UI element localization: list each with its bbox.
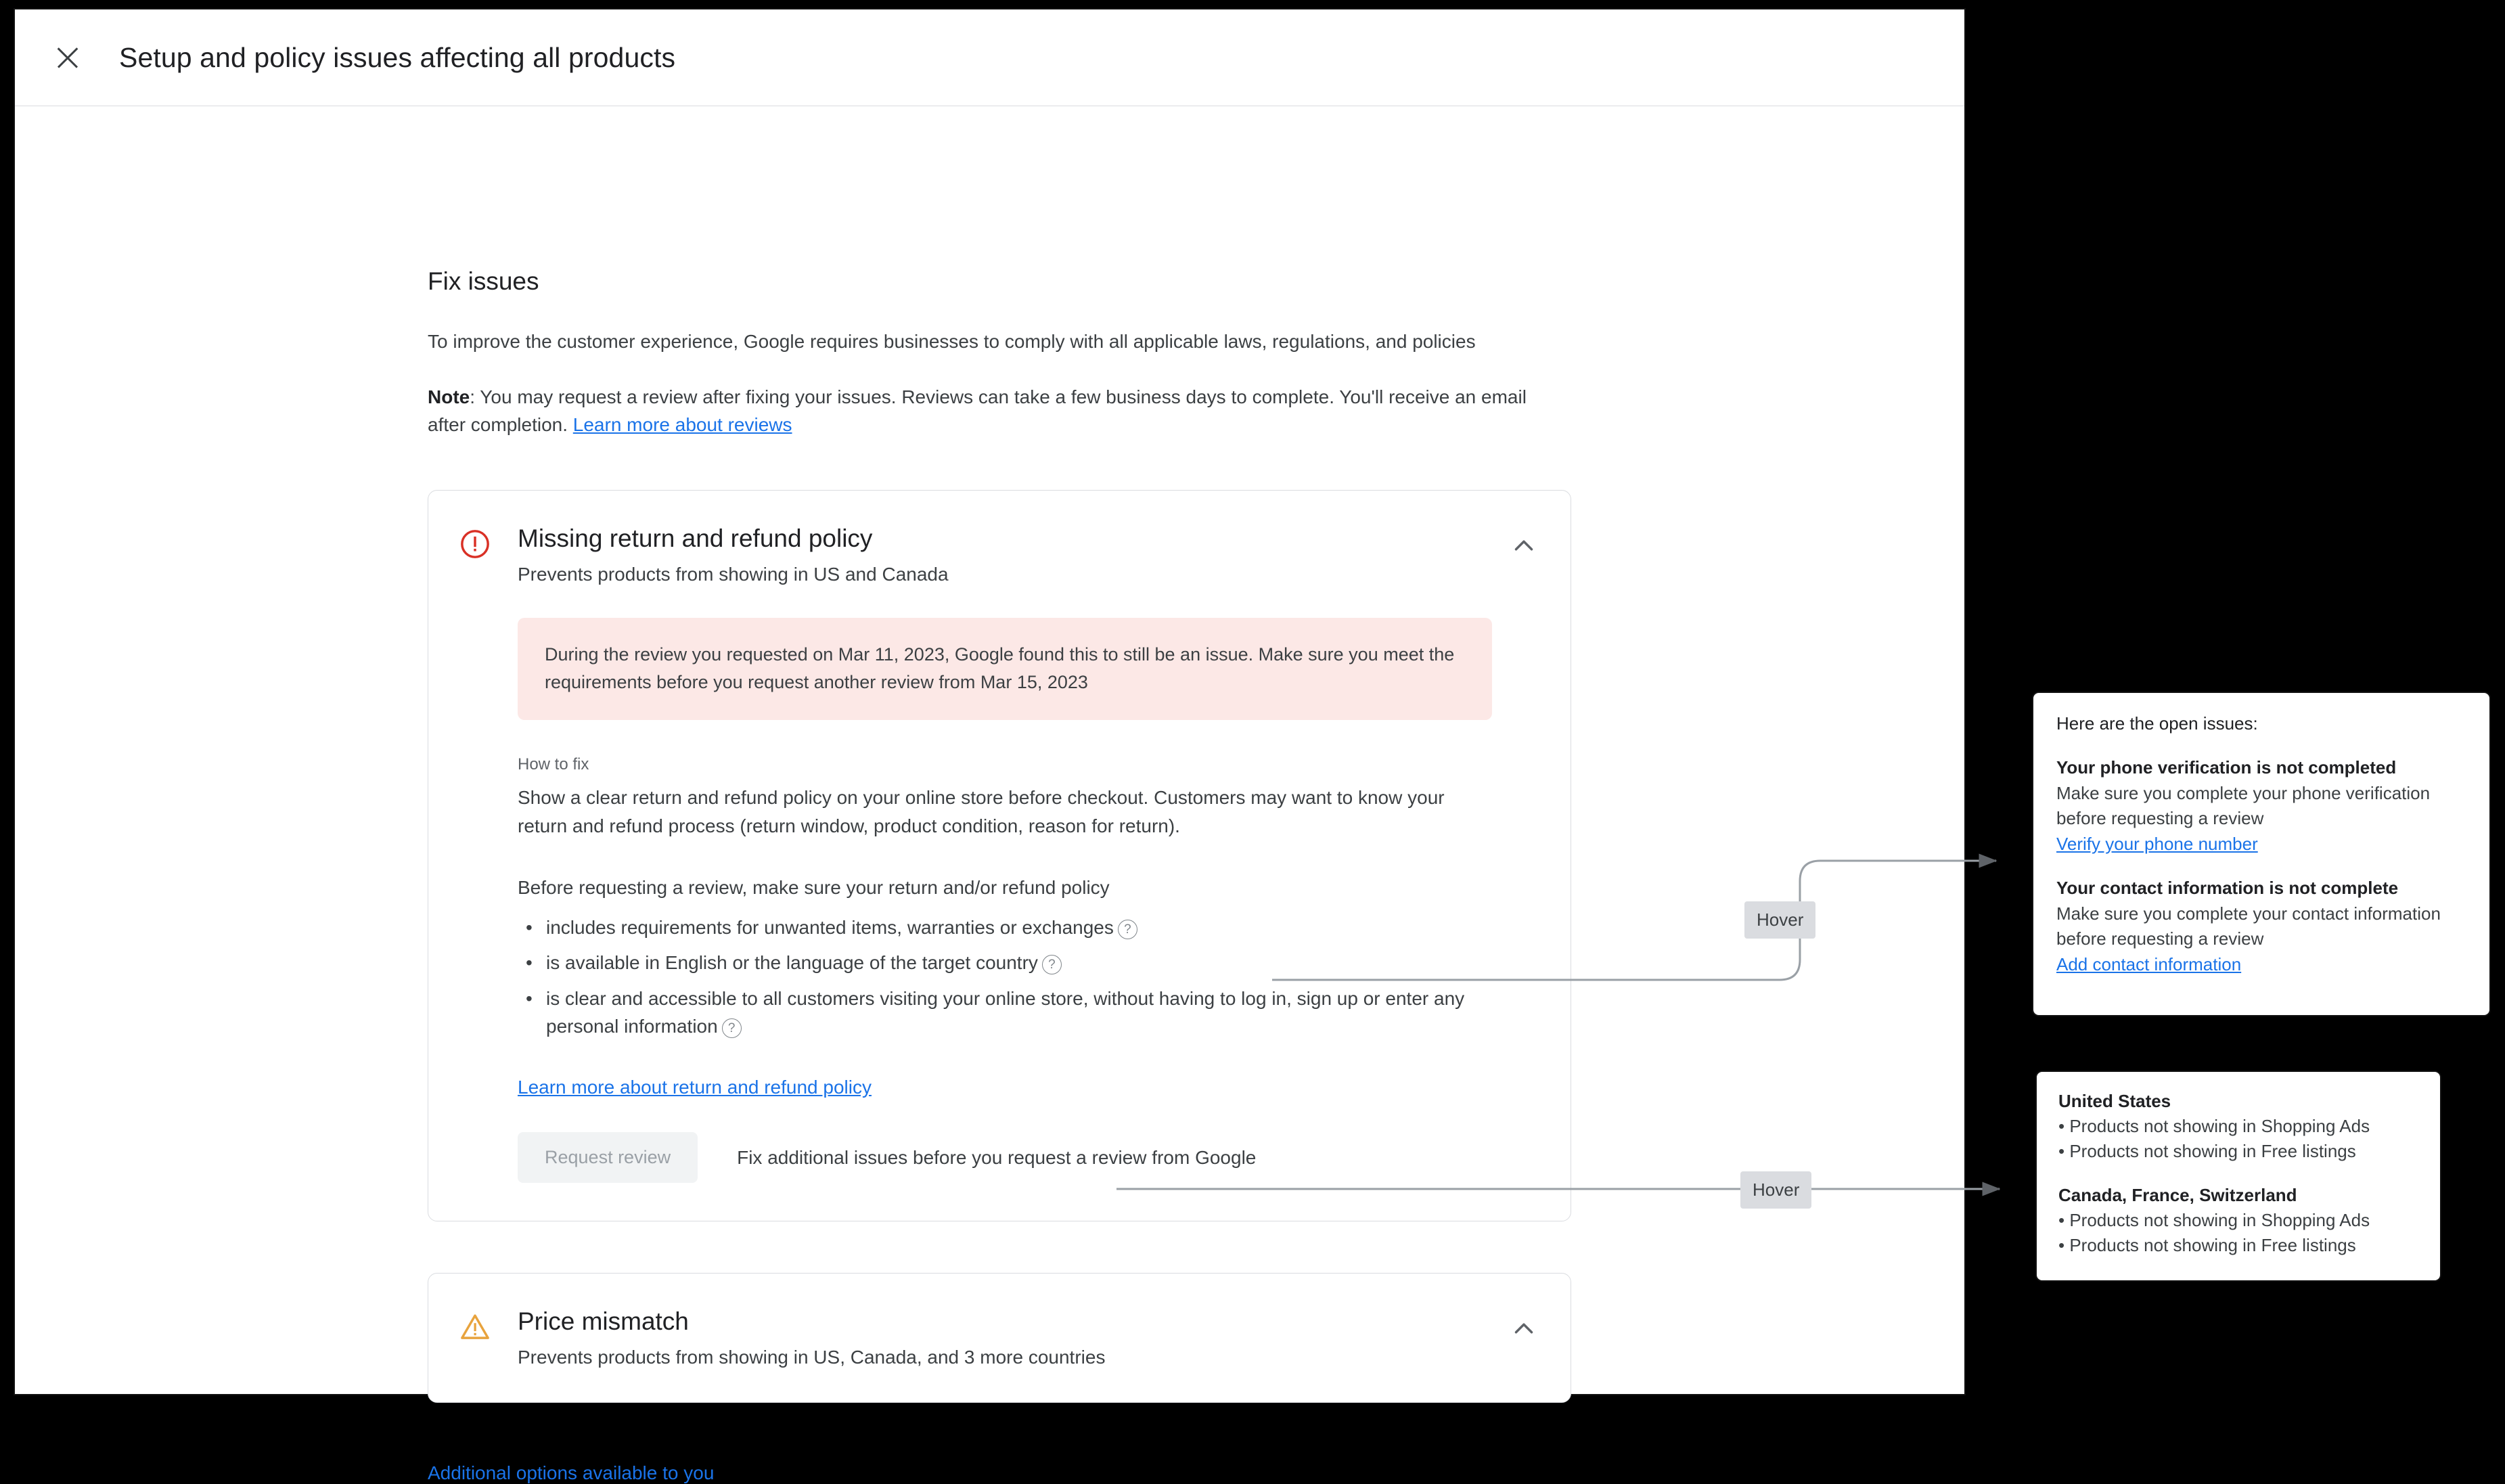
warning-triangle-icon — [459, 1311, 491, 1343]
dialog-header — [15, 9, 1964, 106]
requirement-text: is available in English or the language of the target country — [546, 952, 1038, 974]
countries-tooltip — [2035, 1071, 2441, 1282]
fix-issues-heading: Fix issues — [428, 267, 539, 295]
list-item — [518, 949, 1527, 977]
close-icon[interactable] — [49, 39, 87, 76]
issue-card-return-policy — [428, 490, 1571, 1221]
issue-actions-row — [518, 1132, 1539, 1183]
page-title: Setup and policy issues affecting all products — [119, 41, 676, 73]
issue-card-price-mismatch — [428, 1273, 1571, 1403]
note-text — [428, 383, 1564, 439]
request-review-button[interactable]: Request review — [518, 1132, 698, 1183]
dialog-content — [15, 106, 1964, 1484]
how-to-fix-text: Show a clear return and refund policy on your online store before checkout. Customers may want to know your return and refund process (return window, product condition, reason for return). — [518, 787, 1445, 836]
issue-subtitle[interactable]: Prevents products from showing in US, Canada, and 3 more countries — [518, 1347, 1106, 1368]
learn-more-return-policy-link[interactable]: Learn more about return and refund policy — [518, 1077, 872, 1098]
tooltip-issue-text: Make sure you complete your phone verification before requesting a review — [2056, 783, 2431, 828]
list-item — [518, 914, 1527, 942]
error-circle-icon — [459, 529, 491, 560]
issue-card-titles — [518, 1307, 1508, 1368]
review-alert-box: During the review you requested on Mar 11, 2023, Google found this to still be an issue. Make sure you meet the requirements before you request another review from Mar 15, 2023 — [518, 618, 1492, 720]
note-label: Note — [428, 386, 470, 407]
tooltip-lead: Here are the open issues: — [2056, 713, 2258, 734]
help-icon[interactable]: ? — [1118, 920, 1137, 939]
add-contact-information-link[interactable]: Add contact information — [2056, 953, 2242, 974]
chevron-up-icon[interactable] — [1508, 1313, 1539, 1344]
intro-text: To improve the customer experience, Google requires businesses to comply with all applicable laws, regulations, and policies — [428, 331, 1476, 352]
issue-card-titles — [518, 524, 1508, 585]
requirement-text: is clear and accessible to all customers visiting your online store, without having to log in, sign up or enter any personal information — [546, 987, 1465, 1037]
learn-more-reviews-link[interactable]: Learn more about reviews — [572, 414, 792, 436]
how-to-fix-label: How to fix — [518, 755, 589, 774]
issue-title: Missing return and refund policy — [518, 524, 873, 553]
content-inner — [428, 106, 1571, 1484]
country-bullet: • Products not showing in Free listings — [2058, 1141, 2356, 1161]
tooltip-issue-title: Your phone verification is not completed — [2056, 757, 2397, 778]
issue-subtitle[interactable]: Prevents products from showing in US and Canada — [518, 564, 949, 585]
requirement-text: includes requirements for unwanted items, warranties or exchanges — [546, 916, 1114, 938]
tooltip-issue-title: Your contact information is not complete — [2056, 877, 2399, 898]
list-item — [518, 985, 1527, 1040]
issue-title: Price mismatch — [518, 1307, 689, 1336]
hover-annotation-2: Hover — [1740, 1171, 1811, 1209]
fix-additional-issues-text[interactable]: Fix additional issues before you request a review from Google — [737, 1146, 1257, 1168]
requirements-list — [518, 914, 1539, 1040]
before-review-text: Before requesting a review, make sure your return and/or refund policy — [518, 877, 1110, 899]
chevron-up-icon[interactable] — [1508, 530, 1539, 561]
country-bullet: • Products not showing in Shopping Ads — [2058, 1116, 2370, 1136]
setup-policy-dialog — [14, 8, 1966, 1484]
issue-card-header[interactable] — [428, 1274, 1571, 1402]
additional-options-link[interactable]: Additional options available to you — [428, 1462, 715, 1484]
issue-card-header[interactable] — [428, 491, 1571, 585]
country-bullet: • Products not showing in Free listings — [2058, 1235, 2356, 1255]
country-group-name: United States — [2058, 1091, 2171, 1111]
open-issues-tooltip — [2032, 692, 2491, 1016]
verify-phone-number-link[interactable]: Verify your phone number — [2056, 833, 2258, 854]
tooltip-issue-text: Make sure you complete your contact information before requesting a review — [2056, 903, 2441, 949]
learn-link-row — [518, 1077, 1539, 1098]
help-icon[interactable]: ? — [722, 1018, 742, 1038]
help-icon[interactable]: ? — [1042, 955, 1062, 974]
hover-annotation-1: Hover — [1744, 901, 1815, 939]
issue-card-body — [428, 618, 1571, 1221]
note-body: : You may request a review after fixing your issues. Reviews can take a few business days to complete. You'll receive an email after completion. — [428, 386, 1527, 436]
country-group-name: Canada, France, Switzerland — [2058, 1185, 2297, 1205]
country-bullet: • Products not showing in Shopping Ads — [2058, 1210, 2370, 1230]
